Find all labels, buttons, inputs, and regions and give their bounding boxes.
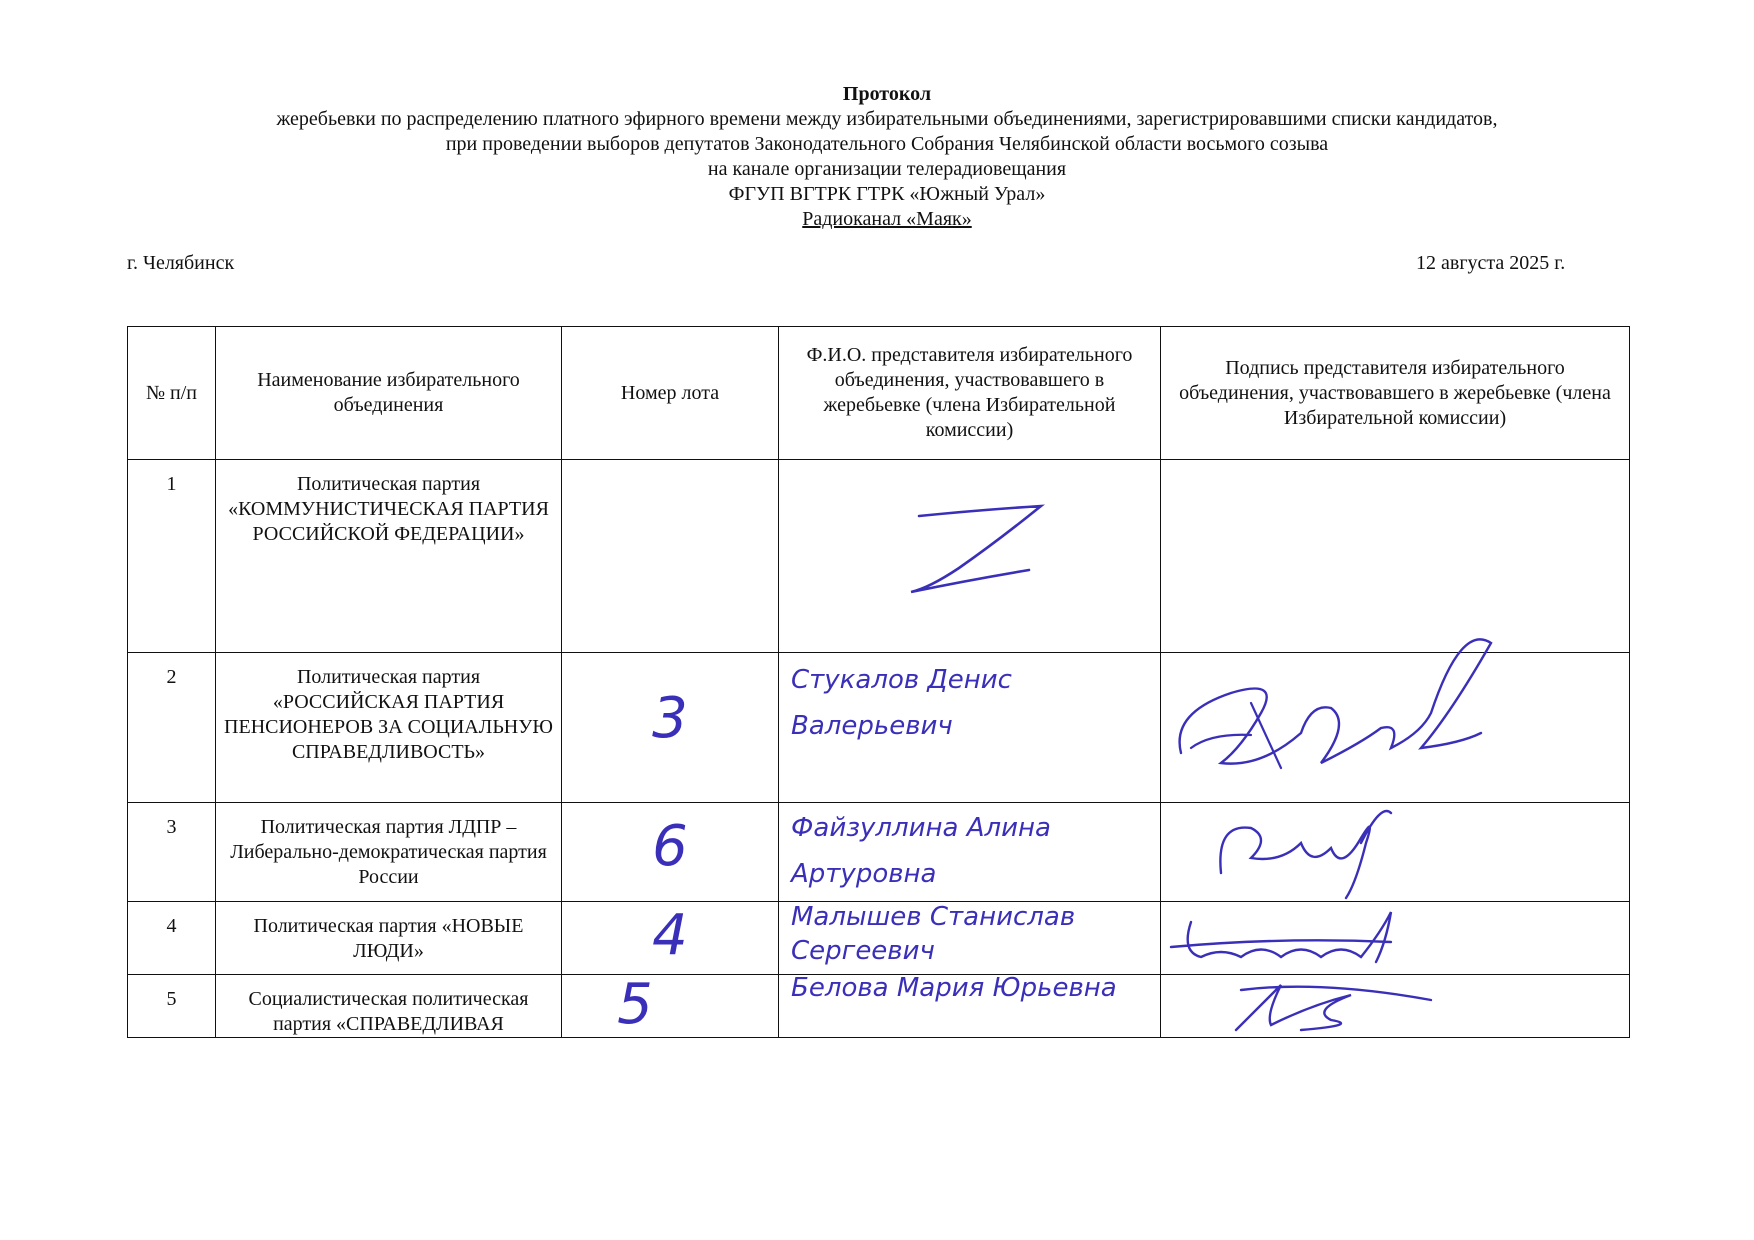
channel-name: Радиоканал «Маяк» <box>802 208 972 230</box>
signature-mark <box>1161 902 1630 982</box>
fio-cell <box>779 902 1161 975</box>
fio-cell <box>779 653 1161 803</box>
signature-cell <box>1161 902 1630 975</box>
date: 12 августа 2025 г. <box>1416 252 1566 274</box>
fio-handwritten: Стукалов Денис Валерьевич <box>791 665 1012 741</box>
fio-cell <box>779 460 1161 653</box>
col-header-fio: Ф.И.О. представителя избирательного объединения, участвовавшего в жеребьевке (члена Избирательной комиссии) <box>779 327 1161 460</box>
signature-mark <box>1161 653 1630 803</box>
lot-number: 5 <box>562 975 779 1038</box>
z-mark <box>779 460 1161 654</box>
signature-mark <box>1161 975 1630 1037</box>
header-line-4: ФГУП ВГТРК ГТРК «Южный Урал» <box>728 183 1046 205</box>
party-name: Политическая партия «РОССИЙСКАЯ ПАРТИЯ ПЕНСИОНЕРОВ ЗА СОЦИАЛЬНУЮ СПРАВЕДЛИВОСТЬ» <box>216 653 562 803</box>
protocol-table <box>127 326 1630 1038</box>
fio-handwritten: Малышев Станислав Сергеевич <box>791 902 1076 966</box>
fio-cell <box>779 975 1161 1038</box>
row-number: 5 <box>128 975 216 1038</box>
row-number: 2 <box>128 653 216 803</box>
header-line-3: на канале организации телерадиовещания <box>707 158 1067 180</box>
row-number: 3 <box>128 803 216 902</box>
party-name: Социалистическая политическая партия «СПРАВЕДЛИВАЯ <box>216 975 562 1038</box>
document-header <box>0 82 1754 232</box>
row-number: 1 <box>128 460 216 653</box>
table-row <box>128 975 1630 1038</box>
table-row <box>128 902 1630 975</box>
col-header-lot: Номер лота <box>562 327 779 460</box>
party-name: Политическая партия «КОММУНИСТИЧЕСКАЯ ПАРТИЯ РОССИЙСКОЙ ФЕДЕРАЦИИ» <box>216 460 562 653</box>
table-row <box>128 653 1630 803</box>
table-row <box>128 460 1630 653</box>
fio-handwritten: Файзуллина Алина Артуровна <box>791 813 1051 889</box>
fio-handwritten: Белова Мария Юрьевна <box>791 974 1117 1003</box>
party-name: Политическая партия «НОВЫЕ ЛЮДИ» <box>216 902 562 975</box>
signature-mark <box>1161 803 1630 903</box>
lot-number: 6 <box>562 803 779 902</box>
col-header-signature: Подпись представителя избирательного объединения, участвовавшего в жеребьевке (члена Избирательной комиссии) <box>1161 327 1630 460</box>
protocol-table-wrapper <box>127 326 1630 1038</box>
signature-cell <box>1161 975 1630 1038</box>
col-header-number: № п/п <box>128 327 216 460</box>
lot-number: 4 <box>562 902 779 975</box>
row-number: 4 <box>128 902 216 975</box>
lot-number <box>562 460 779 653</box>
fio-cell <box>779 803 1161 902</box>
header-line-2: при проведении выборов депутатов Законодательного Собрания Челябинской области восьмого созыва <box>445 133 1329 155</box>
header-line-1: жеребьевки по распределению платного эфирного времени между избирательными объединениями, зарегистрировавшими списки кандидатов, <box>276 108 1498 130</box>
table-row <box>128 803 1630 902</box>
signature-cell <box>1161 460 1630 653</box>
place: г. Челябинск <box>127 252 235 274</box>
signature-cell <box>1161 653 1630 803</box>
lot-number: 3 <box>562 653 779 803</box>
party-name: Политическая партия ЛДПР – Либерально-демократическая партия России <box>216 803 562 902</box>
signature-cell <box>1161 803 1630 902</box>
col-header-party: Наименование избирательного объединения <box>216 327 562 460</box>
document-title: Протокол <box>842 83 932 105</box>
table-header-row <box>128 327 1630 460</box>
